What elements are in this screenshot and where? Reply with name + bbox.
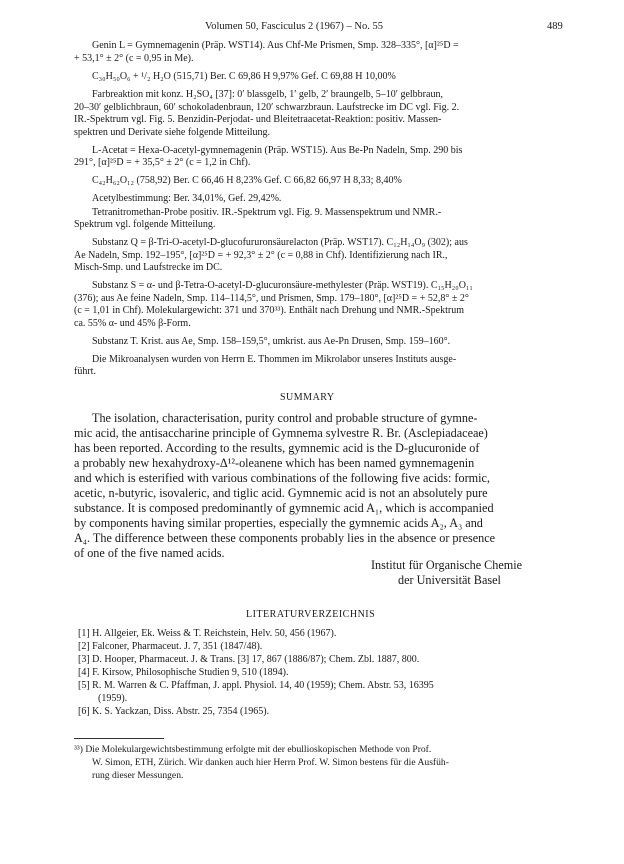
body-line: Substanz T. Krist. aus Ae, Smp. 158–159,5°, umkrist. aus Ae-Pn Drusen, Smp. 159–160°. bbox=[92, 336, 451, 347]
summary-line: of one of the five named acids. bbox=[74, 546, 225, 560]
reference-entry: [1] H. Allgeier, Ek. Weiss & T. Reichstein, Helv. 50, 456 (1967). bbox=[78, 628, 337, 639]
footnote-line: W. Simon, ETH, Zürich. Wir danken auch hier Herrn Prof. W. Simon bestens für die Ausfüh- bbox=[92, 757, 449, 768]
body-line: C₃₀H₅₀O₆ + ¹/₂ H₂O (515,71) Ber. C 69,86 H 9,97% Gef. C 69,88 H 10,00% bbox=[92, 71, 396, 82]
body-line: Substanz Q = β-Tri-O-acetyl-D-glucofururonsäurelacton (Präp. WST17). C₁₂H₁₄O₉ (302); aus bbox=[92, 237, 468, 248]
body-line: spektren und Derivate siehe folgende Mitteilung. bbox=[74, 127, 271, 138]
footnote-line: rung dieser Messungen. bbox=[92, 770, 184, 781]
body-line: 291°, [α]²⁵D = + 35,5° ± 2° (c = 1,2 in Chf). bbox=[74, 157, 251, 168]
body-line: + 53,1° ± 2° (c = 0,95 in Me). bbox=[74, 53, 194, 64]
summary-title: SUMMARY bbox=[280, 392, 335, 403]
reference-entry: [4] F. Kirsow, Philosophische Studien 9, 510 (1894). bbox=[78, 667, 289, 678]
institution-line: Institut für Organische Chemie bbox=[371, 558, 523, 572]
summary-line: a probably new hexahydroxy-Δ¹²-oleanene which has been named gymnemagenin bbox=[74, 456, 475, 470]
footnote-line: ³³) Die Molekulargewichtsbestimmung erfolgte mit der ebullioskopischen Methode von Prof. bbox=[74, 744, 432, 755]
footnote-divider bbox=[74, 738, 164, 739]
reference-entry: [5] R. M. Warren & C. Pfaffman, J. appl. Physiol. 14, 40 (1959); Chem. Abstr. 53, 16395 bbox=[78, 680, 434, 691]
body-line: Spektrum vgl. folgende Mitteilung. bbox=[74, 219, 216, 230]
body-line: ca. 55% α- und 45% β-Form. bbox=[74, 318, 191, 329]
summary-line: and which is esterified with various combinations of the following five acids: formic, bbox=[74, 471, 490, 485]
body-line: Die Mikroanalysen wurden von Herrn E. Thommen im Mikrolabor unseres Instituts ausge- bbox=[92, 354, 457, 365]
reference-entry: [2] Falconer, Pharmaceut. J. 7, 351 (1847/48). bbox=[78, 641, 263, 652]
references-title: LITERATURVERZEICHNIS bbox=[246, 609, 376, 620]
summary-line: by components having similar properties, especially the gymnemic acids A₂, A₃ and bbox=[74, 516, 483, 530]
body-line: führt. bbox=[74, 366, 96, 377]
summary-line: acetic, n-butyric, isovaleric, and tiglic acid. Gymnemic acid is not an absolutely pure bbox=[74, 486, 488, 500]
body-line: (c = 1,01 in Chf). Molekulargewicht: 371 und 370³³). Enthält nach Drehung und NMR.-Spektrum bbox=[74, 305, 464, 316]
reference-entry: [6] K. S. Yackzan, Diss. Abstr. 25, 7354 (1965). bbox=[78, 706, 270, 717]
summary-line: The isolation, characterisation, purity control and probable structure of gymne- bbox=[92, 411, 478, 425]
summary-line: A₄. The difference between these components probably lies in the absence or presence bbox=[74, 531, 496, 545]
reference-entry: [3] D. Hooper, Pharmaceut. J. & Trans. [3] 17, 867 (1886/87); Chem. Zbl. 1887, 800. bbox=[78, 654, 420, 665]
summary-line: substance. It is composed predominantly of gymnemic acid A₁, which is accompanied bbox=[74, 501, 494, 515]
body-line: Acetylbestimmung: Ber. 34,01%, Gef. 29,42%. bbox=[92, 193, 282, 204]
body-line: Genin L = Gymnemagenin (Präp. WST14). Aus Chf-Me Prismen, Smp. 328–335°, [α]²⁵D = bbox=[92, 40, 459, 51]
summary-line: mic acid, the antisaccharine principle of Gymnema sylvestre R. Br. (Asclepiadaceae) bbox=[74, 426, 488, 440]
institution-line: der Universität Basel bbox=[398, 573, 501, 587]
body-line: Farbreaktion mit konz. H₂SO₄ [37]: 0′ blassgelb, 1′ gelb, 2′ braungelb, 5–10′ gelbbraun, bbox=[92, 89, 443, 100]
page-number: 489 bbox=[547, 21, 563, 32]
body-line: Misch-Smp. und Laufstrecke im DC. bbox=[74, 262, 223, 273]
body-line: L-Acetat = Hexa-O-acetyl-gymnemagenin (Präp. WST15). Aus Be-Pn Nadeln, Smp. 290 bis bbox=[92, 145, 463, 156]
reference-entry: (1959). bbox=[98, 693, 128, 704]
body-line: C₄₂H₆₂O₁₂ (758,92) Ber. C 66,46 H 8,23% Gef. C 66,82 66,97 H 8,33; 8,40% bbox=[92, 175, 402, 186]
body-line: Substanz S = α- und β-Tetra-O-acetyl-D-glucuronsäure-methylester (Präp. WST19). C₁₅H₂₀O₁₁ bbox=[92, 280, 473, 291]
body-line: IR.-Spektrum vgl. Fig. 5. Benzidin-Perjodat- und Bleitetraacetat-Reaktion: positiv. Massen- bbox=[74, 114, 442, 125]
body-line: (376); aus Ae feine Nadeln, Smp. 114–114,5°, und Prismen, Smp. 179–180°, [α]²⁵D = + 52,8° ± 2° bbox=[74, 293, 469, 304]
body-line: Ae Nadeln, Smp. 192–195°, [α]²⁵D = + 92,3° ± 2° (c = 0,88 in Chf). Identifizierung nach IR., bbox=[74, 250, 448, 261]
running-header: Volumen 50, Fasciculus 2 (1967) – No. 55 bbox=[205, 21, 384, 32]
body-line: 20–30′ gelblichbraun, 60′ schokoladenbraun, 120′ schwarzbraun. Laufstrecke im DC vgl. Fig. 2. bbox=[74, 102, 460, 113]
body-line: Tetranitromethan-Probe positiv. IR.-Spektrum vgl. Fig. 9. Massenspektrum und NMR.- bbox=[92, 207, 442, 218]
summary-line: has been reported. According to the results, gymnemic acid is the D-glucuronide of bbox=[74, 441, 480, 455]
